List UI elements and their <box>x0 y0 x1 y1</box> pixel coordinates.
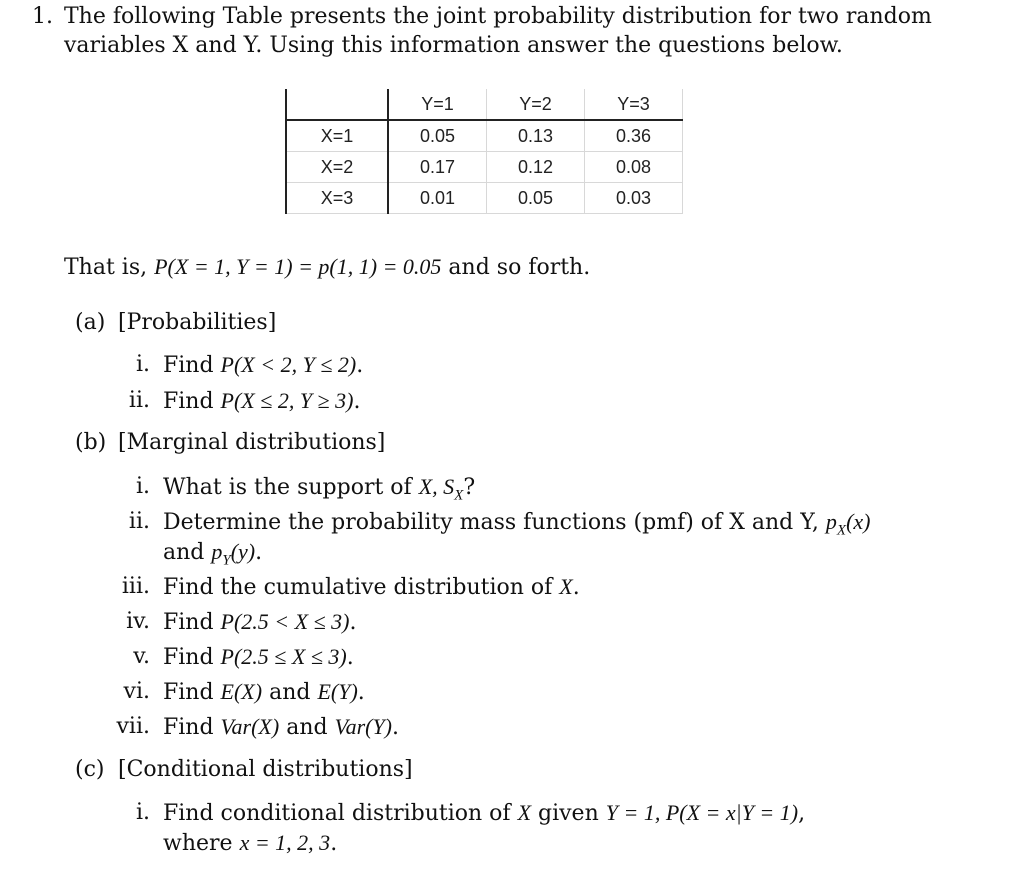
math-expression: E(X) <box>220 679 263 704</box>
table-cell: 0.05 <box>388 120 487 152</box>
table-row-header: X=2 <box>286 152 388 183</box>
part-b-item-2-continued: and $p_Y(y)$. <box>163 539 263 569</box>
item-number: ii. <box>128 509 150 534</box>
part-b-item-5: Find P(2.5 ≤ X ≤ 3). <box>163 644 354 670</box>
math-expression: Var(X) <box>220 714 280 739</box>
math-expression: Y = 1, P(X = x|Y = 1) <box>605 800 799 825</box>
table-col-header: Y=2 <box>487 89 585 120</box>
table-cell: 0.08 <box>585 152 683 183</box>
math-expression: P(2.5 ≤ X ≤ 3) <box>220 644 347 669</box>
table-cell: 0.36 <box>585 120 683 152</box>
table-cell: 0.01 <box>388 183 487 214</box>
item-number: vi. <box>123 679 150 704</box>
part-b-item-3: Find the cumulative distribution of X. <box>163 574 580 600</box>
part-c-label: (c) <box>75 757 105 782</box>
part-b-item-4: Find P(2.5 < X ≤ 3). <box>163 609 357 635</box>
table-cell: 0.05 <box>487 183 585 214</box>
intro-line-2: variables X and Y. Using this information answer the questions below. <box>64 33 843 58</box>
item-number: ii. <box>128 388 150 413</box>
part-b-item-7: Find Var(X) and Var(Y). <box>163 714 400 740</box>
part-a-title: [Probabilities] <box>118 310 277 335</box>
math-expression: X <box>559 574 573 599</box>
table-row-header: X=1 <box>286 120 388 152</box>
table-cell: 0.17 <box>388 152 487 183</box>
table-col-header: Y=1 <box>388 89 487 120</box>
math-expression: X <box>517 800 532 825</box>
table-row <box>286 152 683 183</box>
math-expression: P(X < 2, Y ≤ 2) <box>220 352 357 377</box>
math-expression: p <box>825 509 837 534</box>
math-expression: Var(Y) <box>334 714 393 739</box>
table-cell: 0.13 <box>487 120 585 152</box>
part-c-title: [Conditional distributions] <box>118 757 413 782</box>
table-row-header: X=3 <box>286 183 388 214</box>
part-b-title: [Marginal distributions] <box>118 430 386 455</box>
intro-line-1: The following Table presents the joint probability distribution for two random <box>64 4 932 29</box>
table-row <box>286 120 683 152</box>
part-b-item-6: Find E(X) and E(Y). <box>163 679 365 705</box>
item-number: i. <box>135 800 150 825</box>
that-is-suffix: and so forth. <box>441 255 591 280</box>
item-number: iv. <box>126 609 150 634</box>
joint-probability-table <box>285 89 683 214</box>
item-number: i. <box>135 474 150 499</box>
part-a-item-2: Find P(X ≤ 2, Y ≥ 3). <box>163 388 361 414</box>
part-a-label: (a) <box>75 310 106 335</box>
table-col-header: Y=3 <box>585 89 683 120</box>
that-is-line <box>64 254 590 281</box>
math-expression: P(X ≤ 2, Y ≥ 3) <box>220 388 354 413</box>
item-number: v. <box>133 644 150 669</box>
table-cell: 0.12 <box>487 152 585 183</box>
part-b-item-1: What is the support of X, $S_X$? <box>163 474 476 504</box>
part-a-item-1: Find P(X < 2, Y ≤ 2). <box>163 352 364 378</box>
that-is-prefix: That is, <box>64 255 155 280</box>
math-expression: E(Y) <box>317 679 358 704</box>
table-row <box>286 183 683 214</box>
part-b-label: (b) <box>75 430 107 455</box>
part-c-item-1-continued: where x = 1, 2, 3. <box>163 830 338 856</box>
item-number: i. <box>135 352 150 377</box>
question-number: 1. <box>32 4 53 29</box>
that-is-expression: P(X = 1, Y = 1) = p(1, 1) = 0.05 <box>154 254 442 279</box>
item-number: iii. <box>121 574 150 599</box>
table-corner-cell <box>286 89 388 120</box>
math-expression: X, S <box>418 474 455 499</box>
table-header-row <box>286 89 683 120</box>
part-c-item-1: Find conditional distribution of X given Y = 1, P(X = x|Y = 1), <box>163 800 806 826</box>
math-expression: p <box>211 539 223 564</box>
part-b-item-2: Determine the probability mass functions (pmf) of X and Y, $p_X(x)$ <box>163 509 871 539</box>
table-cell: 0.03 <box>585 183 683 214</box>
math-expression: x = 1, 2, 3 <box>239 830 331 855</box>
item-number: vii. <box>116 714 150 739</box>
math-expression: P(2.5 < X ≤ 3) <box>220 609 350 634</box>
